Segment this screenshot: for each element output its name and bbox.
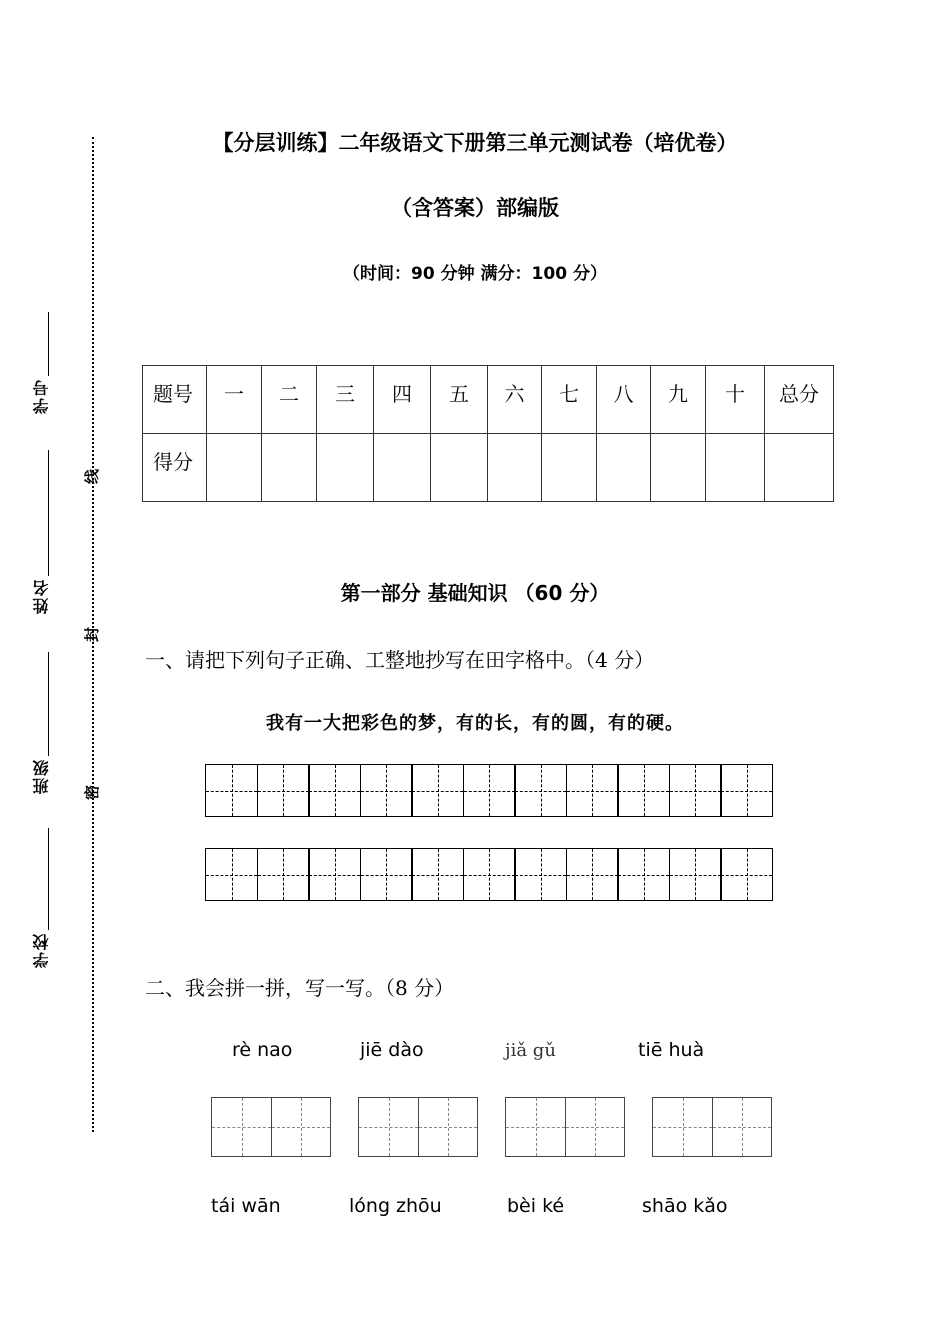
page-title: 【分层训练】二年级语文下册第三单元测试卷（培优卷） — [212, 131, 738, 155]
tianzige-cell[interactable] — [566, 764, 619, 817]
write-cell[interactable] — [271, 1098, 330, 1156]
class-line[interactable] — [48, 652, 49, 756]
tianzige-cell[interactable] — [720, 764, 773, 817]
score-cell[interactable] — [597, 434, 651, 502]
tianzige-cell[interactable] — [669, 764, 722, 817]
page-subtitle: （含答案）部编版 — [391, 196, 559, 220]
question-1-text: 一、请把下列句子正确、工整地抄写在田字格中。（4 分） — [145, 648, 655, 672]
tianzige-cell[interactable] — [411, 848, 464, 901]
write-cell[interactable] — [359, 1098, 418, 1156]
write-cell[interactable] — [653, 1098, 712, 1156]
write-cell[interactable] — [712, 1098, 771, 1156]
tianzige-cell[interactable] — [514, 764, 567, 817]
tianzige-cell[interactable] — [205, 848, 258, 901]
tianzige-cell[interactable] — [411, 764, 464, 817]
score-cell[interactable] — [651, 434, 706, 502]
col-header: 三 — [317, 366, 374, 434]
score-cell[interactable] — [317, 434, 374, 502]
tianzige-cell[interactable] — [463, 848, 516, 901]
pinyin-item: shāo kǎo — [642, 1195, 728, 1217]
col-header: 五 — [431, 366, 488, 434]
col-header: 一 — [207, 366, 262, 434]
seal-char-feng: 封 — [83, 626, 102, 643]
tianzige-cell[interactable] — [205, 764, 258, 817]
school-label: 学校 — [32, 932, 51, 968]
tianzige-cell[interactable] — [617, 848, 670, 901]
tianzige-cell[interactable] — [720, 848, 773, 901]
write-cell[interactable] — [418, 1098, 477, 1156]
tianzige-cell[interactable] — [360, 848, 413, 901]
name-line[interactable] — [48, 450, 49, 576]
score-table-header-row — [143, 366, 834, 434]
col-header: 七 — [542, 366, 597, 434]
col-header: 四 — [374, 366, 431, 434]
score-cell-total[interactable] — [765, 434, 834, 502]
score-cell[interactable] — [542, 434, 597, 502]
score-cell[interactable] — [431, 434, 488, 502]
tianzige-cell[interactable] — [257, 764, 310, 817]
pinyin-item: lóng zhōu — [349, 1195, 442, 1217]
score-cell[interactable] — [488, 434, 542, 502]
time-info: （时间：90 分钟 满分：100 分） — [343, 264, 607, 284]
write-box-pair — [358, 1097, 478, 1157]
row-label-question: 题号 — [143, 366, 207, 434]
score-cell[interactable] — [706, 434, 765, 502]
tianzige-row-1 — [205, 764, 772, 817]
seal-char-mi: 密 — [83, 784, 102, 801]
name-label: 姓名 — [32, 578, 51, 614]
write-box-pair — [505, 1097, 625, 1157]
tianzige-cell[interactable] — [308, 848, 361, 901]
pinyin-item: bèi ké — [507, 1195, 565, 1217]
score-cell[interactable] — [262, 434, 317, 502]
col-header: 八 — [597, 366, 651, 434]
write-cell[interactable] — [506, 1098, 565, 1156]
school-line[interactable] — [48, 828, 49, 930]
score-cell[interactable] — [374, 434, 431, 502]
col-header: 二 — [262, 366, 317, 434]
row-label-score: 得分 — [143, 434, 207, 502]
write-box-pair — [211, 1097, 331, 1157]
pinyin-item: tái wān — [211, 1195, 281, 1217]
col-header: 六 — [488, 366, 542, 434]
write-cell[interactable] — [565, 1098, 624, 1156]
score-cell[interactable] — [207, 434, 262, 502]
student-id-label: 学号 — [32, 378, 51, 414]
section-heading: 第一部分 基础知识 （60 分） — [340, 581, 610, 605]
tianzige-cell[interactable] — [257, 848, 310, 901]
question-2-text: 二、我会拼一拼，写一写。（8 分） — [145, 976, 455, 1000]
tianzige-row-2 — [205, 848, 772, 901]
col-header: 十 — [706, 366, 765, 434]
seal-char-xian: 线 — [83, 468, 102, 485]
student-id-line[interactable] — [48, 312, 49, 376]
pinyin-item: jiǎ gǔ — [505, 1040, 556, 1061]
tianzige-cell[interactable] — [617, 764, 670, 817]
score-table — [142, 365, 834, 502]
col-header-total: 总分 — [765, 366, 834, 434]
pinyin-item: rè nao — [232, 1039, 293, 1061]
write-cell[interactable] — [212, 1098, 271, 1156]
pinyin-item: jiē dào — [360, 1039, 424, 1061]
tianzige-cell[interactable] — [463, 764, 516, 817]
tianzige-cell[interactable] — [566, 848, 619, 901]
tianzige-cell[interactable] — [514, 848, 567, 901]
write-box-pair — [652, 1097, 772, 1157]
class-label: 班级 — [32, 758, 51, 794]
tianzige-cell[interactable] — [669, 848, 722, 901]
copy-sentence: 我有一大把彩色的梦，有的长，有的圆，有的硬。 — [266, 713, 684, 734]
score-table-score-row — [143, 434, 834, 502]
pinyin-item: tiē huà — [638, 1039, 705, 1061]
tianzige-cell[interactable] — [360, 764, 413, 817]
tianzige-cell[interactable] — [308, 764, 361, 817]
col-header: 九 — [651, 366, 706, 434]
